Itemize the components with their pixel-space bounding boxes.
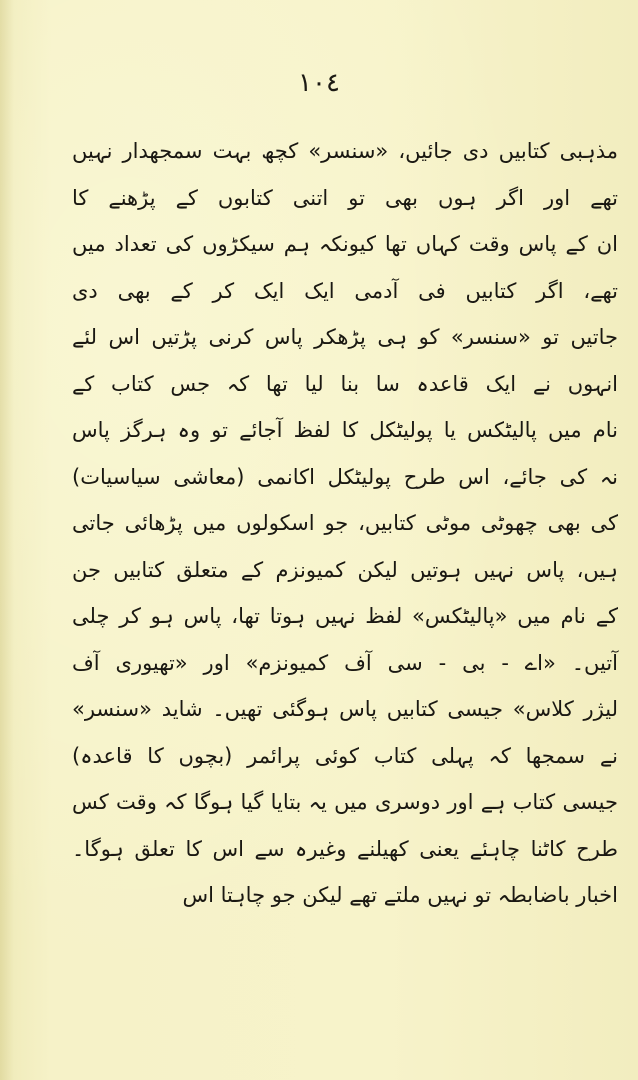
page-number: ١٠٤ <box>298 68 340 98</box>
text-line: نہ کی جائے، اس طرح پولیٹکل اکانمی (معاشی سیاسیات) <box>72 464 618 489</box>
text-line: نے سمجھا کہ پہلی کتاب کوئی پرائمر (بچوں کا قاعدہ) <box>72 743 618 768</box>
text-line: طرح کاٹنا چاہئے یعنی کھیلنے وغیرہ سے اس کا تعلق ہوگا۔ <box>72 836 618 861</box>
text-line: لیژر کلاس» جیسی کتابیں پاس ہوگئی تھیں۔ شاید «سنسر» <box>72 697 618 721</box>
text-line: مذہبی کتابیں دی جائیں، «سنسر» کچھ بہت سمجھدار نہیں <box>72 139 618 163</box>
text-line: جیسی کتاب ہے اور دوسری میں یہ بتایا گیا ہوگا کہ وقت کس <box>72 790 618 814</box>
text-line: تھے، اگر کتابیں فی آدمی ایک ایک کر کے بھی دی <box>72 278 618 303</box>
text-line: اخبار باضابطہ تو نہیں ملتے تھے لیکن جو چاہتا اس <box>182 883 618 907</box>
text-line: کی بھی چھوٹی موٹی کتابیں، جو اسکولوں میں پڑھائی جاتی <box>72 511 618 535</box>
body-text <box>72 128 632 919</box>
text-line: آتیں۔ «اے - بی - سی آف کمیونزم» اور «تھیوری آف <box>72 650 618 675</box>
text-line: جاتیں تو «سنسر» کو ہی پڑھکر پاس کرنی پڑتیں اس لئے <box>72 325 618 349</box>
text-line: تھے اور اگر ہوں بھی تو اتنی کتابوں کے پڑھنے کا <box>72 185 618 210</box>
text-line: کے نام میں «پالیٹکس» لفظ نہیں ہوتا تھا، پاس ہو کر چلی <box>72 604 618 628</box>
text-line: انہوں نے ایک قاعدہ سا بنا لیا تھا کہ جس کتاب کے <box>72 371 618 396</box>
text-line: نام میں پالیٹکس یا پولیٹکل کا لفظ آجائے تو وہ ہرگز پاس <box>72 418 618 442</box>
page-edge-shadow <box>0 0 14 1080</box>
text-line: ان کے پاس وقت کہاں تھا کیونکہ ہم سیکڑوں کی تعداد میں <box>72 232 618 256</box>
text-line: ہیں، پاس نہیں ہوتیں لیکن کمیونزم کے متعلق کتابیں جن <box>72 557 618 582</box>
